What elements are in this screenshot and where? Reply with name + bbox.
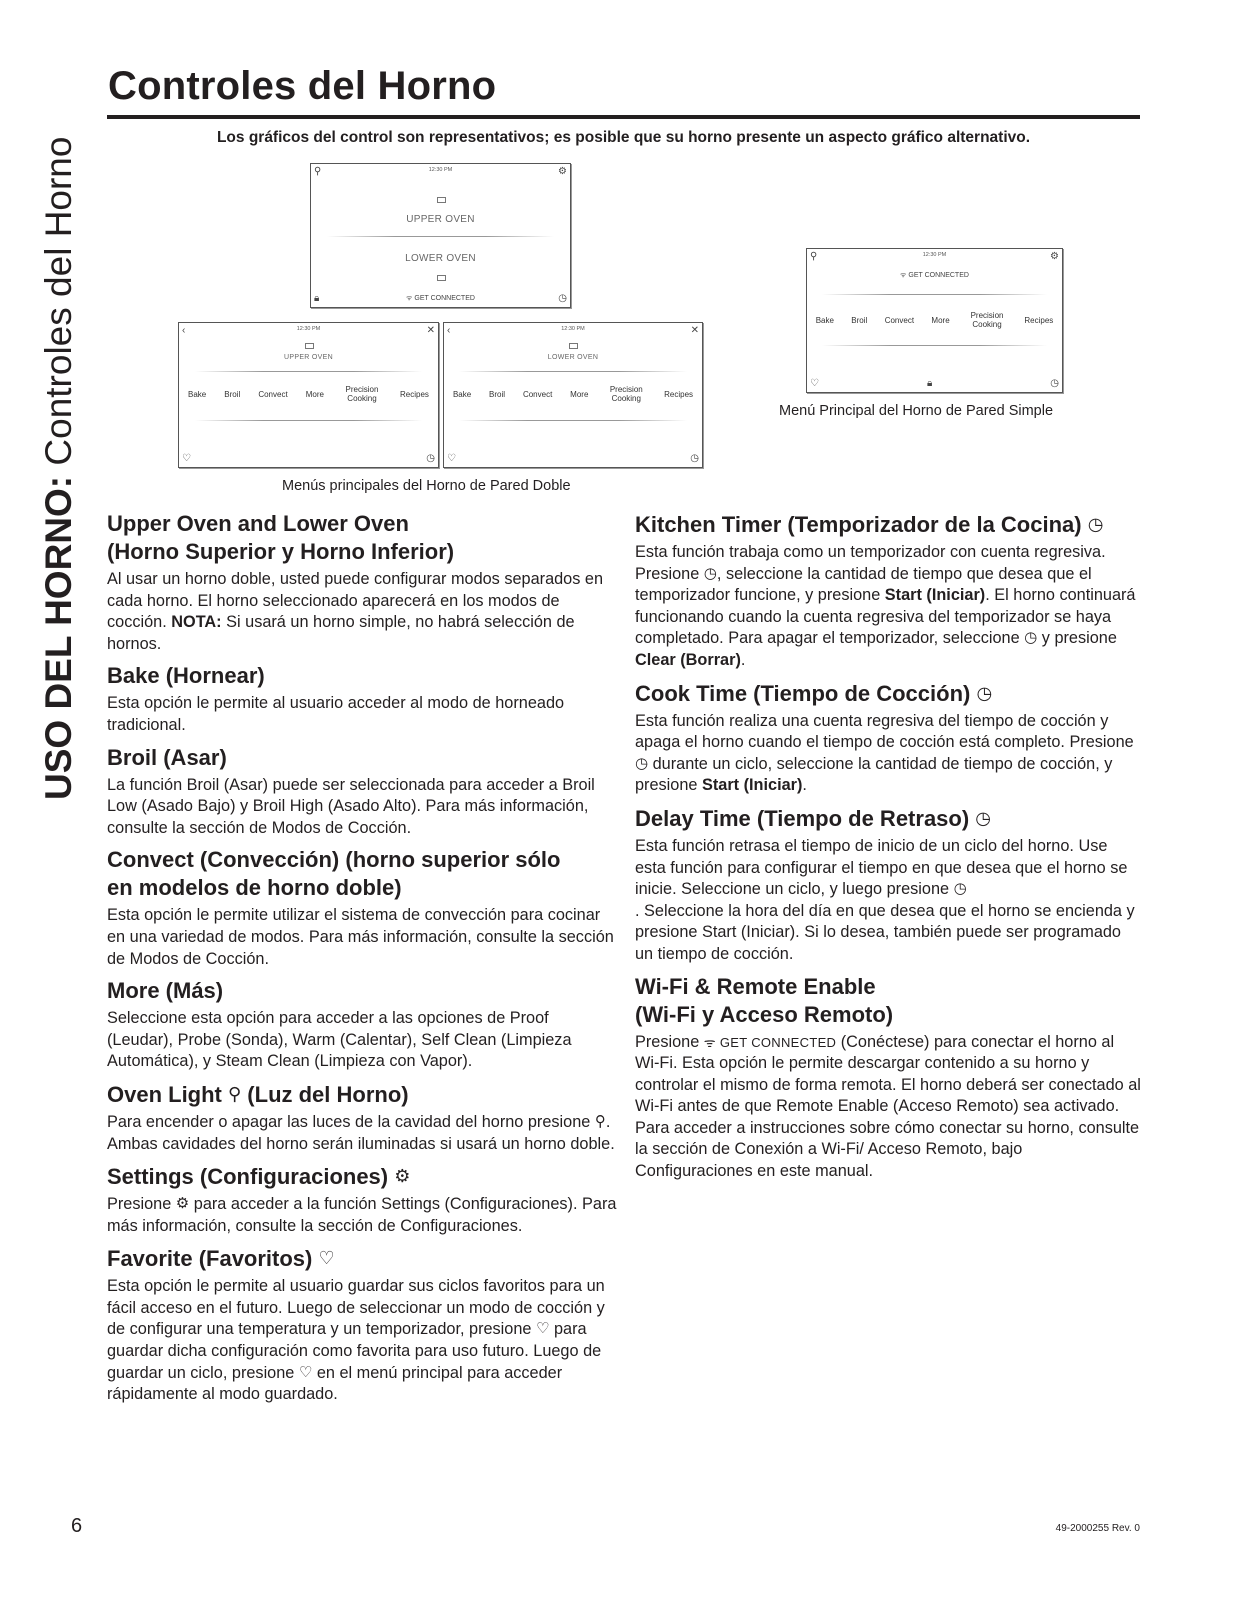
section-settings	[107, 1162, 617, 1237]
heart-icon: ♡	[536, 1320, 550, 1338]
section-heading: Upper Oven and Lower Oven (Horno Superior y Horno Inferior)	[107, 511, 455, 564]
section-body: Esta opción le permite al usuario acceder al modo de horneado tradicional.	[107, 694, 565, 734]
location-pin-icon: ⚲	[810, 251, 818, 262]
section-favorite	[107, 1244, 617, 1406]
lower-oven-label: LOWER OVEN	[547, 354, 599, 361]
screen-time: 12:30 PM	[561, 326, 585, 332]
left-column	[107, 510, 617, 1413]
section-body: Seleccione esta opción para acceder a las opciones de Proof (Leudar), Probe (Sonda), Warm (Calentar), Self Clean (Limpieza Automática), y Steam Clean (Limpieza con Vapor).	[107, 1009, 572, 1071]
divider	[459, 420, 686, 421]
bulb-icon: ⚲	[594, 1112, 606, 1130]
mode-precision-cooking: Precision Cooking	[970, 311, 1004, 329]
mode-recipes: Recipes	[1024, 315, 1054, 325]
timer-icon: ◷	[558, 293, 567, 304]
screen-time: 12:30 PM	[428, 167, 453, 173]
timer-icon: ◷	[426, 453, 435, 464]
close-icon: ✕	[690, 325, 699, 336]
screen-single-oven-menu	[806, 248, 1063, 393]
timer-icon: ◷	[975, 807, 992, 828]
upper-oven-label: UPPER OVEN	[284, 354, 333, 361]
section-heading: Favorite (Favoritos) ♡	[107, 1246, 335, 1272]
screen-upper-oven-menu	[178, 322, 439, 468]
timer-icon: ◷	[1050, 378, 1059, 389]
section-body: Esta función retrasa el tiempo de inicio de un ciclo del horno. Use esta función para configurar el tiempo en que desea que el horno se inicie. Seleccione un ciclo, y luego presione ◷ . Seleccione la hora del día en que desea que el horno se encienda y presione Start (Iniciar). Si lo desea, también puede ser programado un tiempo de cocción.	[635, 836, 1135, 963]
document-number: 49-2000255 Rev. 0	[1055, 1523, 1140, 1534]
heart-icon: ♡	[182, 453, 191, 464]
section-kitchen-timer	[635, 510, 1141, 672]
mode-precision-cooking: Precision Cooking	[609, 385, 643, 403]
section-body: Al usar un horno doble, usted puede configurar modos separados en cada horno. El horno seleccionado aparecerá en los modos de cocción. NOTA: Si usará un horno simple, no habrá selección de hornos.	[107, 570, 604, 653]
caption-single-oven: Menú Principal del Horno de Pared Simple	[779, 403, 1054, 419]
timer-icon: ◷	[635, 754, 649, 772]
divider	[195, 420, 423, 421]
section-broil	[107, 744, 617, 840]
section-heading: Oven Light ⚲ (Luz del Horno)	[107, 1081, 409, 1107]
mode-convect: Convect	[258, 389, 288, 399]
section-heading: Wi-Fi & Remote Enable (Wi-Fi y Acceso Remoto)	[635, 973, 894, 1027]
mode-more: More	[931, 315, 950, 325]
oven-indicator	[437, 197, 446, 203]
mode-broil: Broil	[489, 389, 506, 399]
section-heading: Bake (Hornear)	[107, 663, 265, 689]
wifi-icon: ᯤ	[703, 1034, 716, 1050]
get-connected-inline: ᯤ GET CONNECTED	[703, 1034, 837, 1050]
heart-icon: ♡	[298, 1363, 313, 1381]
section-heading: More (Más)	[107, 978, 224, 1004]
get-connected-label: ᯤ GET CONNECTED	[406, 295, 475, 302]
divider	[195, 371, 423, 372]
title-rule	[107, 115, 1140, 119]
section-body: La función Broil (Asar) puede ser seleccionada para acceder a Broil Low (Asado Bajo) y Broil High (Asado Alto). Para más información, consulte la sección de Modos de Cocción.	[107, 775, 595, 837]
section-delay-time	[635, 804, 1141, 966]
section-cook-time	[635, 679, 1141, 797]
section-body: Presione ⚙ para acceder a la función Settings (Configuraciones). Para más información, consulte la sección de Configuraciones.	[107, 1195, 617, 1235]
heart-icon: ♡	[318, 1248, 335, 1269]
divider	[459, 371, 686, 372]
screen-time: 12:30 PM	[296, 326, 321, 332]
section-body: Esta opción le permite utilizar el sistema de convección para cocinar en una variedad de modos. Para más información, consulte la sección de Modos de Cocción.	[107, 906, 614, 968]
mode-broil: Broil	[224, 389, 241, 399]
divider	[327, 236, 555, 237]
gear-icon: ⚙	[394, 1166, 411, 1187]
chevron-left-icon: ‹	[182, 325, 186, 336]
section-body: Esta función realiza una cuenta regresiva del tiempo de cocción y apaga el horno cuando el tiempo de cocción está completo. Presione ◷ durante un ciclo, seleccione la cantidad de tiempo de cocción, y presione Start (Iniciar).	[635, 711, 1134, 795]
section-oven-light	[107, 1080, 617, 1155]
side-label-light: Controles del Horno	[38, 136, 79, 476]
side-section-label	[37, 70, 87, 800]
section-wifi-remote	[635, 973, 1141, 1183]
bulb-icon: ⚲	[228, 1083, 242, 1104]
section-body: Esta función trabaja como un temporizador con cuenta regresiva. Presione ◷, seleccione la cantidad de tiempo que desea que el temporizador funcione, y presione Start (Iniciar). El horno continuará funcionando cuando la cuenta regresiva del temporizador se haya completado. Para apagar el temporizador, seleccione ◷ y presione Clear (Borrar).	[635, 543, 1136, 669]
location-pin-icon: ⚲	[314, 166, 322, 177]
page-number: 6	[71, 1515, 83, 1537]
caption-double-oven: Menús principales del Horno de Pared Doble	[282, 478, 571, 494]
mode-convect: Convect	[884, 315, 915, 325]
side-label-bold: USO DEL HORNO:	[38, 475, 79, 800]
heart-icon: ♡	[810, 378, 819, 389]
screen-time: 12:30 PM	[922, 252, 947, 258]
get-connected-label: ᯤ GET CONNECTED	[900, 272, 969, 279]
section-more	[107, 977, 617, 1073]
page-title: Controles del Horno	[108, 64, 497, 108]
close-icon: ✕	[426, 325, 435, 336]
right-column	[635, 510, 1141, 1190]
section-heading: Kitchen Timer (Temporizador de la Cocina) ◷	[635, 512, 1104, 537]
gear-icon: ⚙	[558, 166, 567, 177]
section-heading: Broil (Asar)	[107, 744, 227, 770]
mode-list	[807, 311, 1062, 329]
mode-bake: Bake	[452, 389, 472, 399]
mode-more: More	[305, 389, 324, 399]
mode-more: More	[570, 389, 589, 399]
mode-list	[179, 385, 438, 403]
timer-icon: ◷	[1087, 514, 1104, 534]
mode-recipes: Recipes	[664, 389, 694, 399]
gear-icon: ⚙	[1050, 251, 1059, 262]
section-upper-lower-oven	[107, 510, 617, 655]
mode-convect: Convect	[522, 389, 553, 399]
gear-icon: ⚙	[175, 1195, 190, 1213]
section-body: Para encender o apagar las luces de la cavidad del horno presione ⚲. Ambas cavidades del horno serán iluminadas si usará un horno doble.	[107, 1112, 615, 1153]
upper-oven-label: UPPER OVEN	[406, 214, 475, 225]
divider	[822, 294, 1046, 295]
section-bake	[107, 662, 617, 736]
section-convect	[107, 846, 617, 970]
screen-lower-oven-menu	[443, 322, 703, 468]
section-body: Presione ᯤ GET CONNECTED (Conéctese) para conectar el horno al Wi-Fi. Esta opción le permite descargar contenido a su horno y controlar el mismo de forma remota. El horno deberá ser conectado al Wi-Fi antes de que Remote Enable (Acceso Remoto) sea activado. Para acceder a instrucciones sobre cómo conectar su horno, consulte la sección de Conexión a Wi-Fi/ Acceso Remoto, bajo Configuraciones en este manual.	[635, 1032, 1141, 1181]
lock-icon: 🔒︎	[314, 293, 320, 304]
mode-recipes: Recipes	[400, 389, 429, 399]
oven-indicator	[305, 343, 314, 349]
mode-precision-cooking: Precision Cooking	[345, 385, 379, 403]
mode-bake: Bake	[815, 315, 834, 325]
mode-bake: Bake	[188, 389, 207, 399]
lower-oven-label: LOWER OVEN	[405, 253, 476, 264]
section-heading: Settings (Configuraciones) ⚙	[107, 1164, 411, 1190]
timer-icon: ◷	[953, 880, 967, 898]
screen-double-home	[310, 163, 571, 308]
mode-list	[444, 385, 702, 403]
chevron-left-icon: ‹	[447, 325, 451, 336]
oven-indicator	[437, 275, 446, 281]
divider	[822, 345, 1046, 346]
oven-indicator	[569, 343, 578, 349]
heart-icon: ♡	[447, 453, 456, 464]
timer-icon: ◷	[690, 453, 699, 464]
lock-icon: 🔒︎	[927, 378, 933, 389]
subtitle: Los gráficos del control son representativos; es posible que su horno presente un aspecto gráfico alternativo.	[216, 129, 1031, 146]
timer-icon: ◷	[703, 564, 717, 582]
mode-broil: Broil	[851, 315, 868, 325]
section-heading: Cook Time (Tiempo de Cocción) ◷	[635, 680, 993, 706]
section-body: Esta opción le permite al usuario guardar sus ciclos favoritos para un fácil acceso en el futuro. Luego de seleccionar un modo de cocción y de configurar una temperatura y un temporizador, presione ♡ para guardar dicha configuración como favorita para uso futuro. Luego de guardar un ciclo, presione ♡ en el menú principal para acceder rápidamente al modo guardado.	[107, 1277, 605, 1404]
timer-icon: ◷	[976, 682, 993, 703]
timer-icon: ◷	[1024, 629, 1038, 647]
section-heading: Convect (Convección) (horno superior sólo en modelos de horno doble)	[107, 847, 561, 901]
section-heading: Delay Time (Tiempo de Retraso) ◷	[635, 805, 992, 831]
